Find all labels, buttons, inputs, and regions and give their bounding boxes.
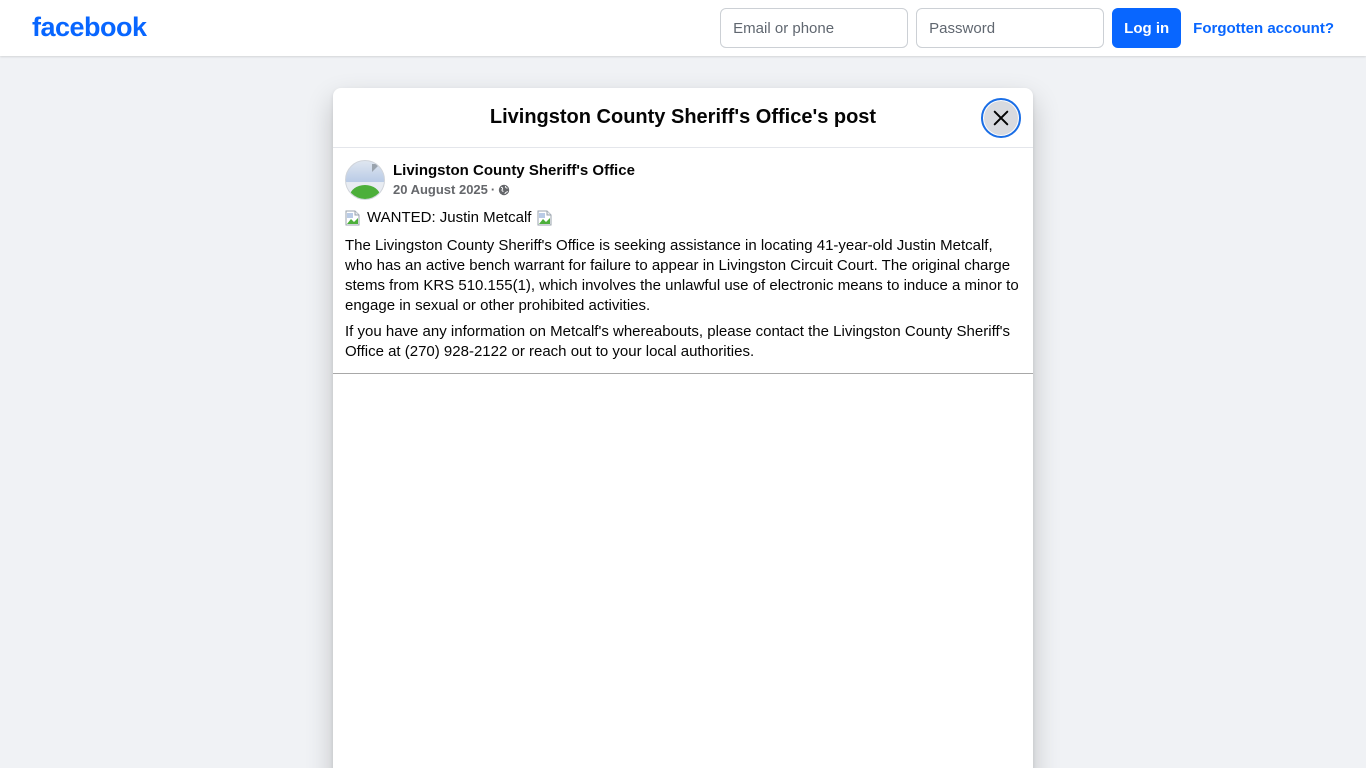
post-header (333, 148, 1033, 200)
login-form (720, 8, 1366, 48)
post-paragraph: If you have any information on Metcalf's whereabouts, please contact the Livingston County Sheriff's Office at (270) 928-2122 or reach out to your local authorities. (345, 323, 1010, 360)
post-headline: WANTED: Justin Metcalf (367, 209, 532, 226)
avatar-placeholder-fold (372, 164, 380, 172)
post-headline-line (345, 208, 1021, 228)
email-field[interactable] (720, 8, 908, 48)
modal-title: Livingston County Sheriff's Office's post (489, 106, 877, 128)
post-author-info (393, 161, 635, 199)
post-date[interactable]: 20 August 2025 (393, 182, 488, 197)
post-paragraph: The Livingston County Sheriff's Office is seeking assistance in locating 41-year-old Justin Metcalf, who has an active bench warrant for failure to appear in Livingston Circuit Court. The original charge stems from KRS 510.155(1), which involves the unlawful use of electronic means to induce a minor to engage in sexual or other prohibited activities. (345, 237, 1019, 314)
globe-icon (498, 184, 510, 196)
content-divider (333, 373, 1033, 374)
broken-image-icon (345, 210, 361, 226)
forgot-account-link[interactable]: Forgotten account? (1193, 19, 1334, 37)
modal-header (333, 88, 1033, 148)
avatar-placeholder-hill (350, 185, 380, 200)
author-name[interactable]: Livingston County Sheriff's Office (393, 162, 635, 179)
avatar[interactable] (345, 160, 385, 200)
meta-separator: · (490, 182, 496, 197)
post-modal (333, 88, 1033, 768)
password-field[interactable] (916, 8, 1104, 48)
facebook-logo[interactable]: facebook (32, 12, 147, 42)
top-bar (0, 0, 1366, 56)
close-icon (992, 109, 1010, 127)
broken-image-icon (537, 210, 553, 226)
post-meta (393, 181, 635, 199)
login-button[interactable]: Log in (1112, 8, 1181, 48)
post-body (333, 200, 1033, 362)
close-button[interactable] (981, 98, 1021, 138)
